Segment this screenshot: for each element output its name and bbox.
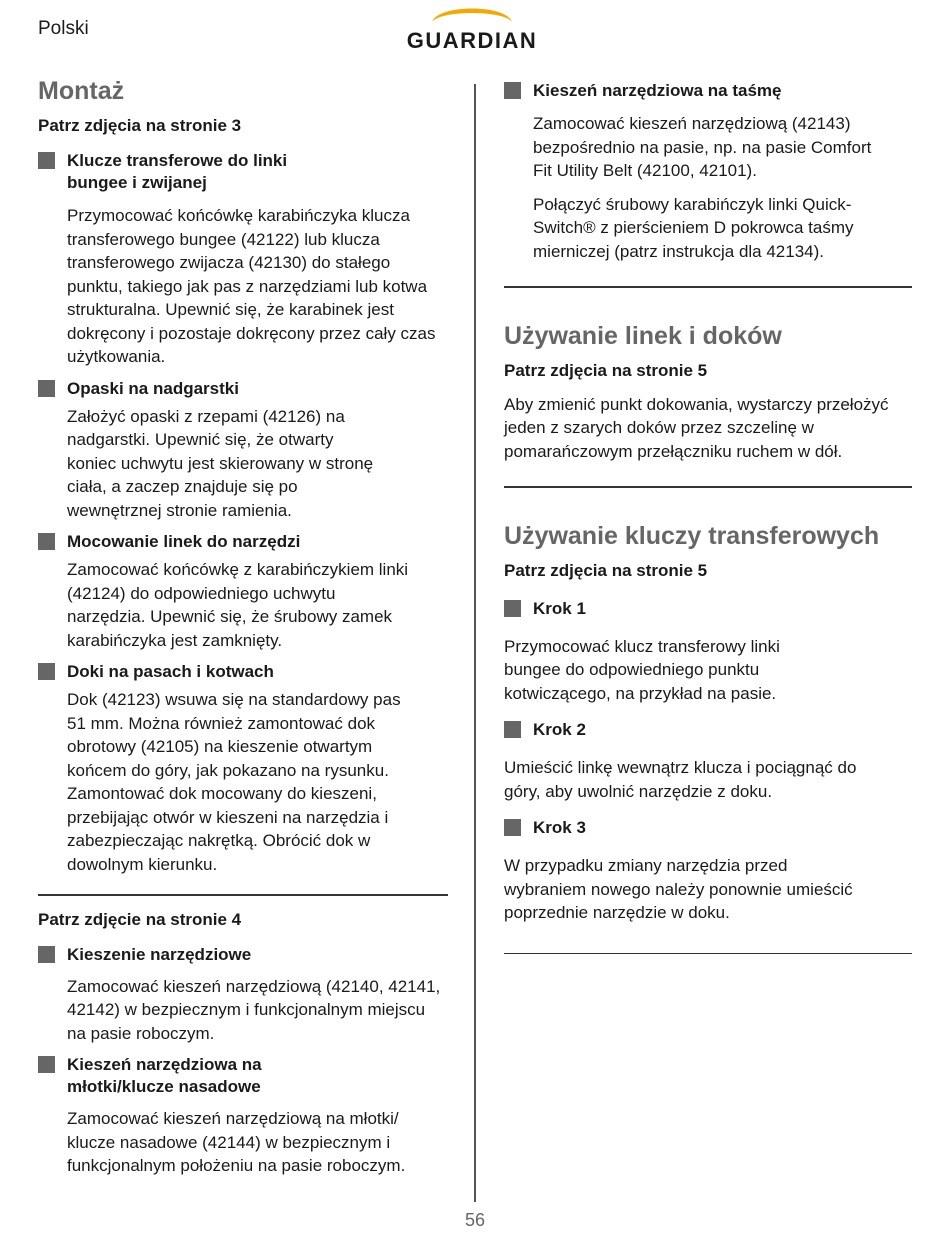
section-divider xyxy=(504,486,912,488)
item-text: Założyć opaski z rzepami (42126) na nadgarstki. Upewnić się, że otwarty koniec uchwytu jest skierowany w stronę ciała, a zaczep znajduje się po wewnętrznej stronie ramienia. xyxy=(67,406,374,520)
bullet-square-icon xyxy=(38,152,55,169)
bullet-square-icon xyxy=(504,721,521,738)
photo-reference: Patrz zdjęcia na stronie 3 xyxy=(38,116,242,135)
bullet-square-icon xyxy=(38,533,55,550)
bullet-square-icon xyxy=(504,819,521,836)
item-text: Zamocować końcówkę z karabińczykiem linki (42124) do odpowiedniego uchwytu narzędzia. Upewnić się, że śrubowy zamek karabińczyka jest zamknięty. xyxy=(67,560,409,650)
item-title: Kieszeń narzędziowa na taśmę xyxy=(504,80,912,102)
left-column xyxy=(38,76,448,1178)
section-text: Aby zmienić punkt dokowania, wystarczy przełożyć jeden z szarych doków przez szczelinę w pomarańczowym przełączniku ruchem w dół. xyxy=(504,394,889,461)
item-title: Kieszeń narzędziowa na młotki/klucze nasadowe xyxy=(38,1054,448,1098)
bullet-square-icon xyxy=(504,600,521,617)
item-text: Dok (42123) wsuwa się na standardowy pas 51 mm. Można również zamontować dok obrotowy (42105) na kieszenie otwartym końcem do góry, jak pokazano na rysunku. Zamontować dok mocowany do kieszeni, przebijając otwór w kieszeni na narzędzia i zabezpieczając nakrętką. Obrócić dok w dowolnym kierunku. xyxy=(67,690,401,874)
section-divider xyxy=(504,286,912,288)
step-text: Przymocować klucz transferowy linki bungee do odpowiedniego punktu kotwiczącego, na przykład na pasie. xyxy=(504,636,780,703)
bullet-square-icon xyxy=(38,946,55,963)
item-title: Kieszenie narzędziowe xyxy=(38,944,448,966)
section-heading-linki: Używanie linek i doków xyxy=(504,321,782,350)
item-text: Przymocować końcówkę karabińczyka klucza transferowego bungee (42122) lub klucza transferowego zwijacza (42130) do stałego punktu, takiego jak pas z narzędziami lub kotwa strukturalna. Upewnić się, że karabinek jest dokręcony i pozostaje dokręcony przez cały czas użytkowania. xyxy=(67,206,436,366)
photo-reference: Patrz zdjęcia na stronie 5 xyxy=(504,560,708,580)
bullet-square-icon xyxy=(38,663,55,680)
step-title: Krok 2 xyxy=(504,719,912,741)
item-title: Doki na pasach i kotwach xyxy=(38,661,448,683)
bullet-square-icon xyxy=(38,1056,55,1073)
photo-reference: Patrz zdjęcie na stronie 4 xyxy=(38,909,242,929)
logo-arc-icon xyxy=(428,2,516,30)
right-column xyxy=(504,76,912,954)
item-title: Klucze transferowe do linki bungee i zwijanej xyxy=(38,150,448,194)
bullet-square-icon xyxy=(504,82,521,99)
page-number: 56 xyxy=(464,1210,486,1230)
item-title: Opaski na nadgarstki xyxy=(38,378,448,400)
step-title: Krok 3 xyxy=(504,817,912,839)
item-title: Mocowanie linek do narzędzi xyxy=(38,531,448,553)
step-text: W przypadku zmiany narzędzia przed wybraniem nowego należy ponownie umieścić poprzednie narzędzie w doku. xyxy=(504,856,853,922)
section-divider xyxy=(38,894,448,896)
item-text: Zamocować kieszeń narzędziową (42140, 42141, 42142) w bezpiecznym i funkcjonalnym miejscu na pasie roboczym. xyxy=(67,976,441,1043)
guardian-logo xyxy=(386,2,558,52)
step-text: Umieścić linkę wewnątrz klucza i pociągnąć do góry, aby uwolnić narzędzie z doku. xyxy=(504,758,857,801)
column-divider xyxy=(474,84,476,1202)
item-text: Zamocować kieszeń narzędziową (42143) bezpośrednio na pasie, np. na pasie Comfort Fit Utility Belt (42100, 42101). xyxy=(533,114,872,180)
step-title: Krok 1 xyxy=(504,598,912,620)
item-text: Połączyć śrubowy karabińczyk linki Quick-Switch® z pierścieniem D pokrowca taśmy mierniczej (patrz instrukcja dla 42134). xyxy=(533,194,854,261)
section-heading-klucze: Używanie kluczy transferowych xyxy=(504,521,880,550)
language-label: Polski xyxy=(38,18,89,39)
item-text: Zamocować kieszeń narzędziową na młotki/ klucze nasadowe (42144) w bezpiecznym i funkcjonalnym położeniu na pasie roboczym. xyxy=(67,1109,406,1175)
section-heading-montaz: Montaż xyxy=(38,77,125,105)
section-divider xyxy=(504,953,912,955)
logo-wordmark: GUARDIAN xyxy=(406,28,538,53)
bullet-square-icon xyxy=(38,380,55,397)
photo-reference: Patrz zdjęcia na stronie 5 xyxy=(504,360,708,380)
